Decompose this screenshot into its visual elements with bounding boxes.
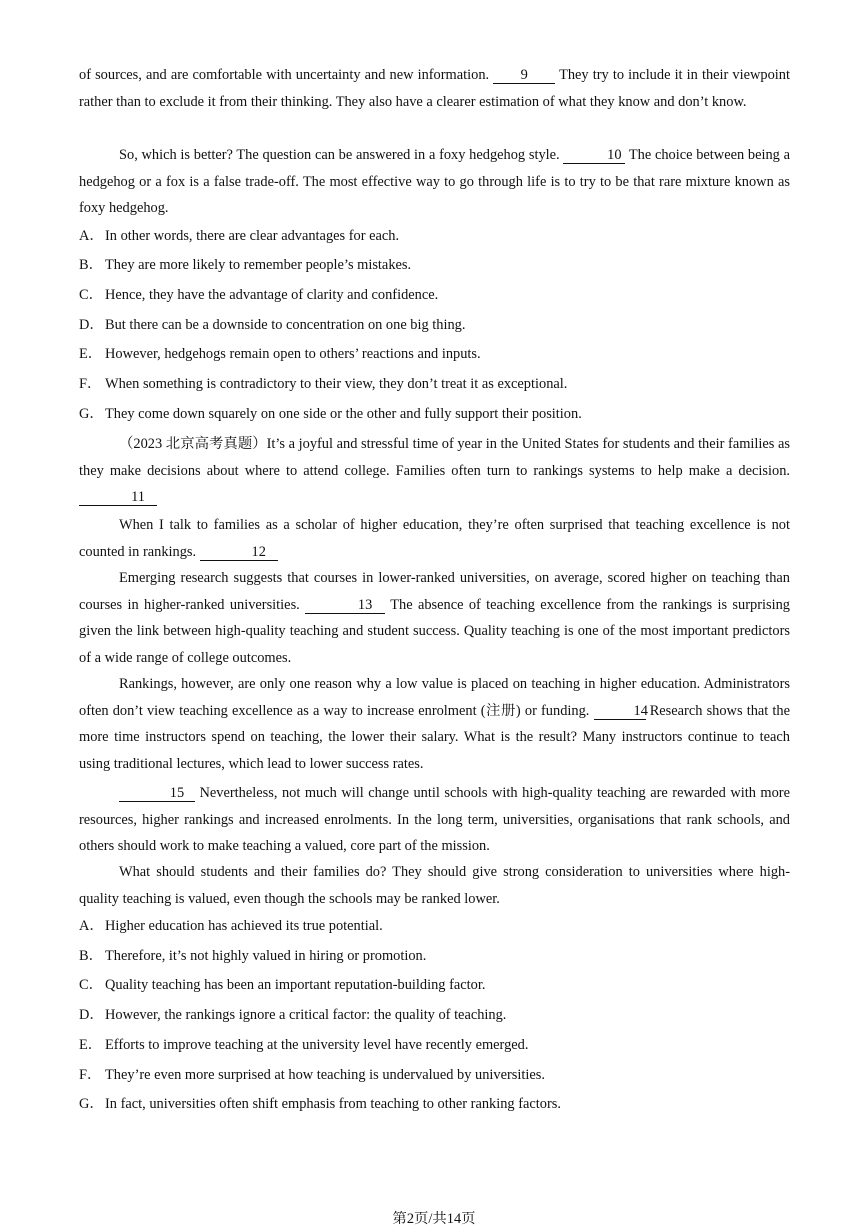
option-letter: G． [79, 406, 104, 422]
passage2-p2-text: When I talk to families as a scholar of higher education, they’re often surprised that teaching excellence is not counted in rankings. [79, 517, 790, 560]
option-1-f [79, 375, 790, 393]
blank-13: 13 [305, 597, 385, 614]
blank-14: 14 [594, 703, 646, 720]
passage1-p1-text-a: of sources, and are comfortable with uncertainty and new information. [79, 67, 490, 83]
option-text: They’re even more surprised at how teaching is undervalued by universities. [105, 1067, 545, 1083]
option-letter: C． [79, 287, 103, 303]
option-1-a [79, 227, 790, 245]
option-text: Therefore, it’s not highly valued in hiring or promotion. [105, 948, 427, 964]
passage1-p2-text-b: The choice between being a hedgehog or a fox is a false trade-off. The most effective way to go through life is to try to be that rare mixture known as foxy hedgehog. [79, 147, 790, 217]
passage2-p6-text: What should students and their families do? They should give strong consideration to universities where high-quality teaching is valued, even though the schools may be ranked lower. [79, 864, 790, 907]
passage2-p3-text-b: The absence of teaching excellence from the rankings is surprising given the link between high-quality teaching and student success. Quality teaching is one of the most important predictors of a wide range of college outcomes. [79, 596, 790, 666]
option-2-e [79, 1036, 790, 1054]
option-letter: C． [79, 977, 103, 993]
blank-11: 11 [79, 489, 157, 506]
option-text: When something is contradictory to their view, they don’t treat it as exceptional. [105, 376, 568, 392]
option-letter: F． [79, 376, 102, 392]
option-letter: A． [79, 228, 104, 244]
option-letter: B． [79, 257, 103, 273]
option-2-d [79, 1006, 790, 1024]
option-text: In fact, universities often shift emphasis from teaching to other ranking factors. [105, 1096, 561, 1112]
option-text: Efforts to improve teaching at the university level have recently emerged. [105, 1037, 529, 1053]
option-2-a [79, 917, 790, 935]
passage2-paragraph-4 [79, 671, 790, 777]
option-text: In other words, there are clear advantages for each. [105, 228, 400, 244]
passage2-paragraph-3 [79, 565, 790, 671]
option-letter: E． [79, 1037, 103, 1053]
option-text: However, the rankings ignore a critical factor: the quality of teaching. [105, 1007, 507, 1023]
passage2-p1-text: （2023 北京高考真题）It’s a joyful and stressful time of year in the United States for students and their families as they make decisions about where to attend college. Families often turn to rankings systems to help make a decision. [79, 436, 790, 479]
option-letter: D． [79, 317, 104, 333]
option-letter: A． [79, 918, 104, 934]
option-2-c [79, 976, 790, 994]
passage2-p5-text: Nevertheless, not much will change until schools with high-quality teaching are rewarded with more resources, higher rankings and increased enrolments. In the long term, universities, organisations that rank schools, and others should work to make teaching a valued, core part of the mission. [79, 785, 790, 855]
option-2-g [79, 1095, 790, 1113]
option-letter: G． [79, 1096, 104, 1112]
option-text: They are more likely to remember people’s mistakes. [105, 257, 412, 273]
option-letter: F． [79, 1067, 102, 1083]
option-1-g [79, 405, 790, 423]
passage1-paragraph-1 [79, 62, 790, 115]
passage2-paragraph-6 [79, 859, 790, 912]
blank-10: 10 [563, 147, 625, 164]
option-text: However, hedgehogs remain open to others’ reactions and inputs. [105, 346, 481, 362]
option-text: They come down squarely on one side or the other and fully support their position. [105, 406, 582, 422]
option-letter: B． [79, 948, 103, 964]
option-letter: D． [79, 1007, 104, 1023]
passage2-paragraph-2 [79, 512, 790, 565]
passage2-p4-text-a: Rankings, however, are only one reason why a low value is placed on teaching in higher education. Administrators often don’t view teaching excellence as a way to increase enrolment (注册) or funding. [79, 676, 790, 719]
option-text: Hence, they have the advantage of clarity and confidence. [105, 287, 439, 303]
passage1-paragraph-2 [79, 142, 790, 222]
blank-12: 12 [200, 544, 278, 561]
blank-15: 15 [119, 785, 195, 802]
option-1-b [79, 256, 790, 274]
passage2-p4-text-b: Research shows that the more time instructors spend on teaching, the lower their salary. What is the result? Many instructors continue to teach using traditional lectures, which lead to lower success rates. [79, 702, 790, 772]
page-number-footer: 第2页/共14页 [392, 1211, 476, 1227]
passage2-paragraph-5 [79, 780, 790, 860]
option-letter: E． [79, 346, 103, 362]
option-text: But there can be a downside to concentration on one big thing. [105, 317, 466, 333]
option-2-f [79, 1066, 790, 1084]
option-1-c [79, 286, 790, 304]
blank-9: 9 [493, 67, 555, 84]
option-1-d [79, 316, 790, 334]
passage2-p3-text-a: Emerging research suggests that courses in lower-ranked universities, on average, scored higher on teaching than courses in higher-ranked universities. [79, 570, 790, 613]
passage1-p1-text-b: They try to include it in their viewpoint rather than to exclude it from their thinking. They also have a clearer estimation of what they know and don’t know. [79, 67, 790, 110]
option-text: Higher education has achieved its true potential. [105, 918, 383, 934]
passage2-paragraph-1 [79, 431, 790, 511]
option-1-e [79, 345, 790, 363]
option-2-b [79, 947, 790, 965]
option-text: Quality teaching has been an important reputation-building factor. [105, 977, 486, 993]
passage1-p2-text-a: So, which is better? The question can be answered in a foxy hedgehog style. [119, 147, 560, 163]
